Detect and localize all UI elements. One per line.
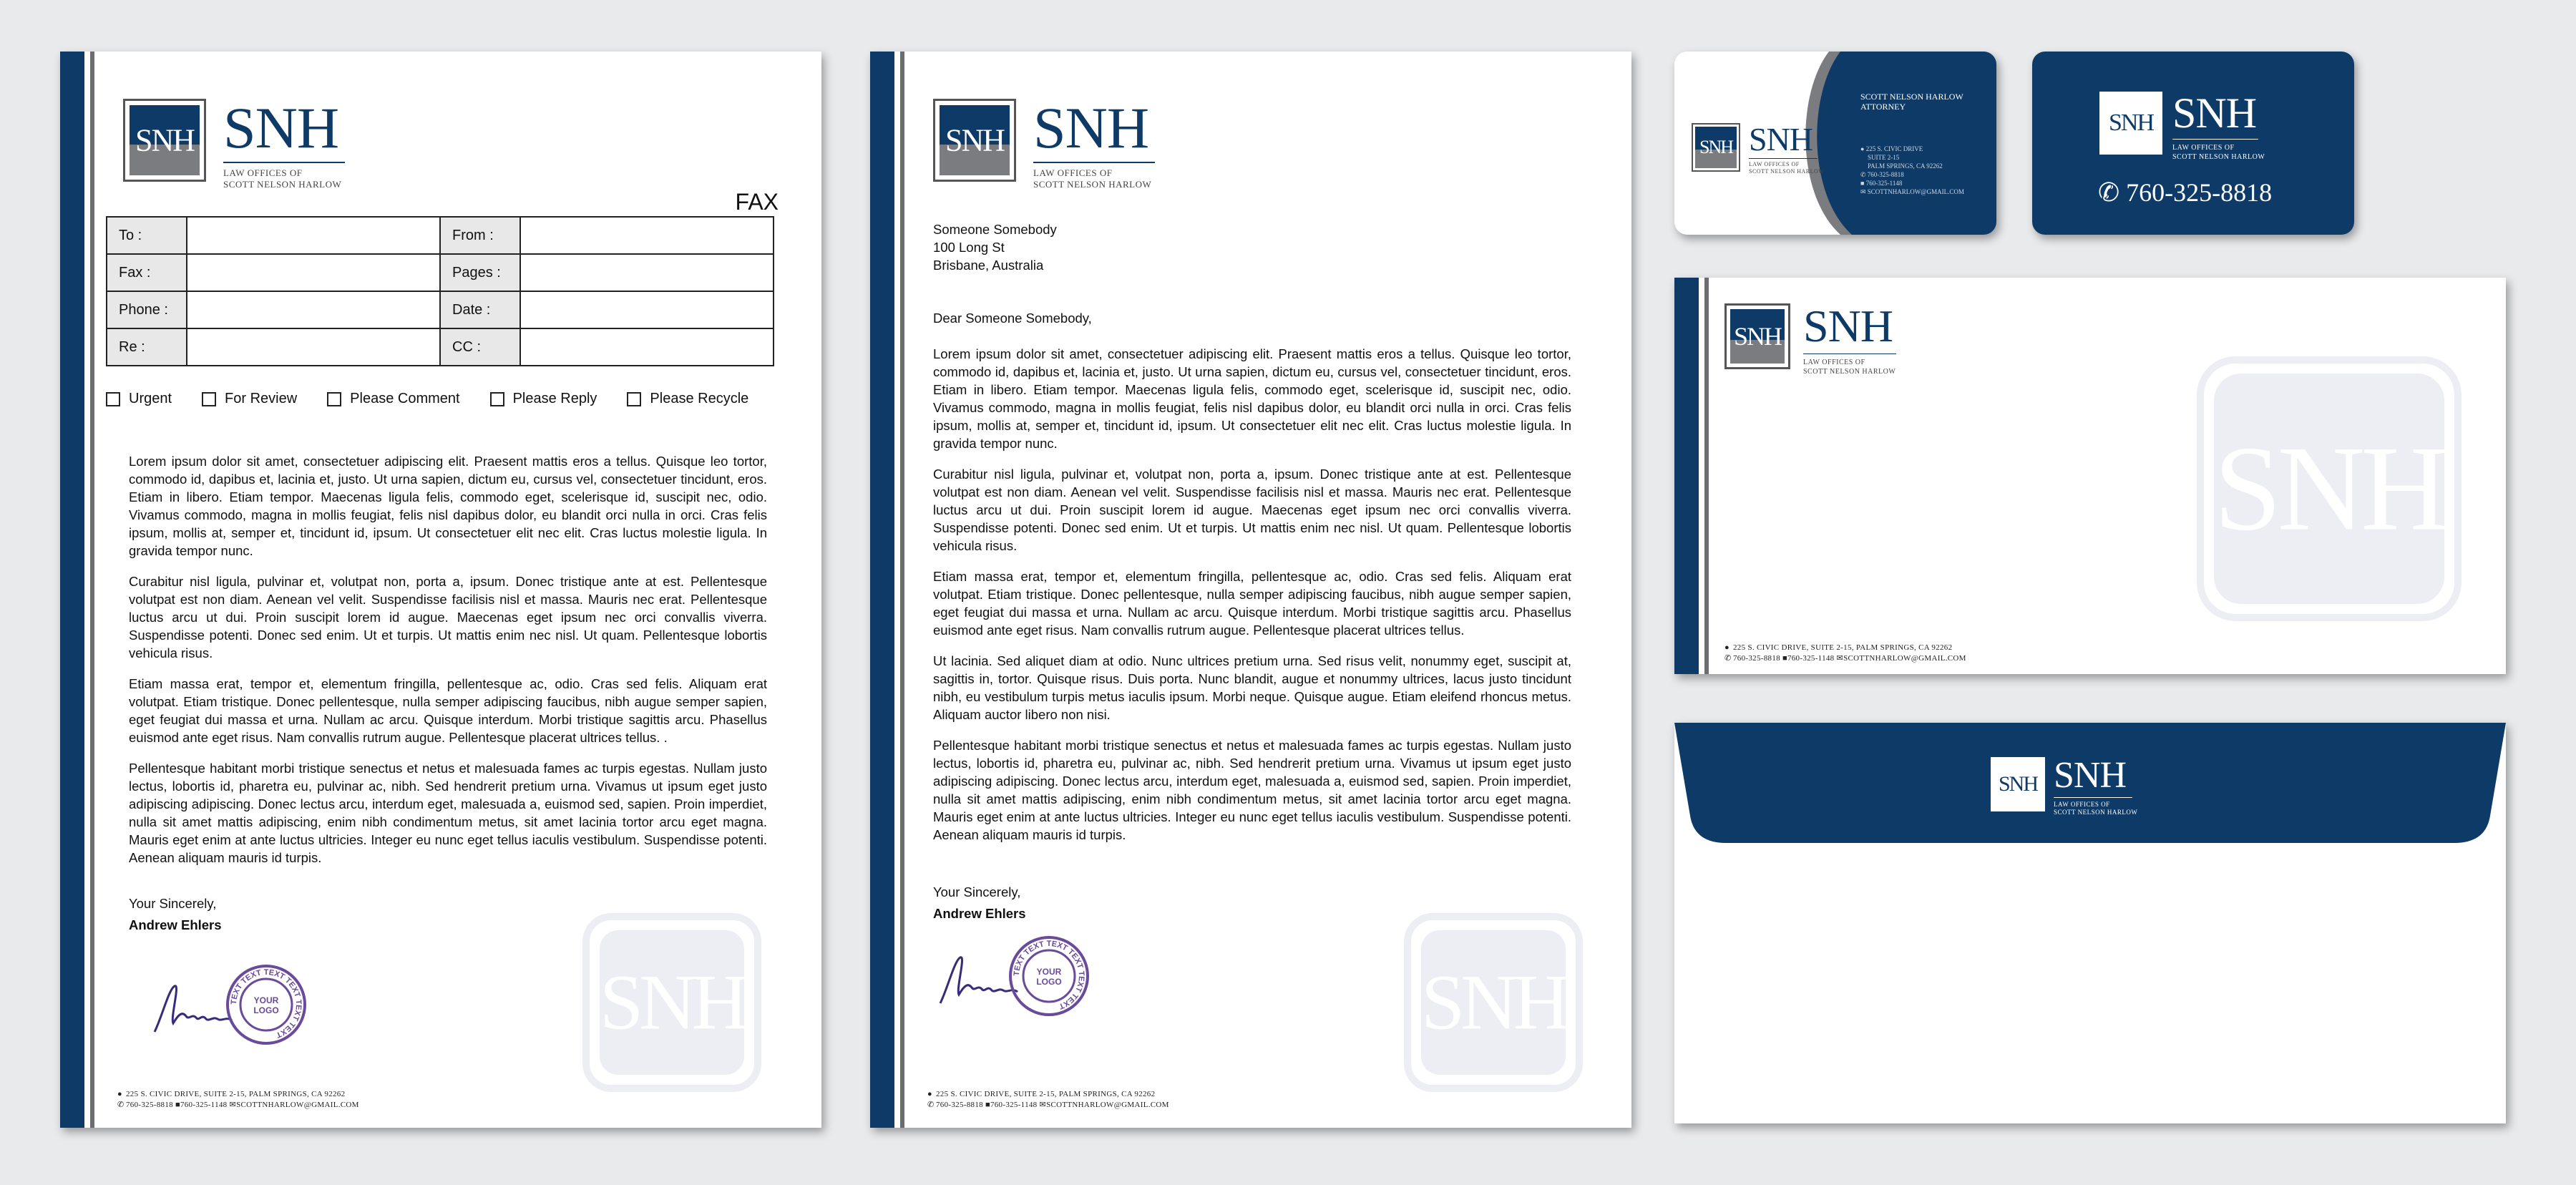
envelope — [1674, 723, 2506, 1123]
logo — [2099, 89, 2265, 162]
footer-email: SCOTTNHARLOW@GMAIL.COM — [1843, 654, 1966, 663]
logo-subtitle-2: SCOTT NELSON HARLOW — [2172, 152, 2265, 161]
svg-text:YOUR: YOUR — [253, 995, 279, 1005]
logo-name: SNH — [1033, 95, 1149, 160]
compliment-slip — [1674, 278, 2506, 674]
letter-paragraph: Ut lacinia. Sed aliquet diam at odio. Nunc ultrices pretium urna. Sed risus velit, nonummy eget, suscipit at, sagittis in, tortor. Quisque risus. Duis porta. Nunc blandit, augue et nonummy ultrices, lacus justo tincidunt nibh, eu vestibulum turpis metus iaculis ipsum. Morbi neque. Quisque augue. Etiam eleifend rhoncus metus. Aliquam auctor libero non nisi. — [933, 653, 1571, 722]
map-pin-icon: ● — [1724, 643, 1729, 652]
fax-cc-field[interactable] — [520, 328, 774, 366]
footer-address: 225 S. CIVIC DRIVE, SUITE 2-15, PALM SPRINGS, CA 92262 — [126, 1090, 346, 1098]
card-name: SCOTT NELSON HARLOW — [1860, 92, 1963, 102]
watermark-logo — [582, 913, 761, 1092]
signature-image — [149, 975, 235, 1039]
footer-address: 225 S. CIVIC DRIVE, SUITE 2-15, PALM SPRINGS, CA 92262 — [936, 1090, 1156, 1098]
footer-phone: 760-325-8818 — [1733, 654, 1780, 663]
letter-paragraph: Etiam massa erat, tempor et, elementum fringilla, pellentesque ac, odio. Cras sed felis. Aliquam erat volutpat. Etiam tristique. Donec pellentesque, nulla semper adipiscing faucibus, nibh augue semper sapien, eget feugiat dui massa et urna. Nullam ac arcu. Quisque interdum. Morbi tristique sagittis arcu. Phasellus euismod ante eget risus. Nam convallis rutrum augue. Pellentesque placerat ultrices tellus. — [933, 569, 1571, 638]
letterhead-sheet — [870, 52, 1631, 1128]
checkbox-box[interactable] — [106, 392, 120, 406]
letter-footer — [927, 1089, 1169, 1111]
card-fax: 760-325-1148 — [1865, 180, 1903, 187]
map-pin-icon: ● — [1860, 145, 1866, 152]
checkbox-box[interactable] — [627, 392, 641, 406]
fax-footer — [117, 1089, 359, 1111]
svg-text:YOUR: YOUR — [1036, 967, 1062, 977]
salutation: Dear Someone Somebody, — [933, 311, 1092, 326]
checkbox-please-reply[interactable] — [490, 391, 597, 407]
logo-subtitle-1: LAW OFFICES OF — [223, 167, 303, 178]
footer-address: 225 S. CIVIC DRIVE, SUITE 2-15, PALM SPRINGS, CA 92262 — [1733, 643, 1953, 652]
svg-text:LOGO: LOGO — [253, 1005, 279, 1015]
fax-paragraph: Pellentesque habitant morbi tristique senectus et netus et malesuada fames ac turpis egestas. Nullam justo lectus, lobortis id, pharetra eu, pulvinar ac, nibh. Sed hendrerit pretium urna. Vivamus ut ipsum eget justo adipiscing adipiscing. Donec lectus arcu, interdum eget, malesuada a, euismod sed, sapien. Proin imperdiet, nulla sit amet mattis adipiscing, enim nibh condimentum metus, sit amet lacinia tortor arcu eget magna. Mauris eget enim at ante luctus ultricies. Integer eu nunc eget tellus iaculis vestibulum. Suspendisse potenti. Aenean aliquam mauris id turpis. — [129, 761, 767, 865]
fax-body — [129, 452, 767, 879]
logo-name: SNH — [2172, 89, 2257, 137]
logo-monogram: SNH — [1998, 772, 2037, 796]
gray-stripe — [90, 52, 94, 1128]
footer-fax: 760-325-1148 — [990, 1101, 1038, 1109]
fax-closing — [129, 893, 222, 936]
logo-subtitle-2: SCOTT NELSON HARLOW — [1033, 179, 1152, 190]
signature-image — [935, 946, 1020, 1010]
fax-fax-label: Fax : — [107, 254, 187, 291]
closing-text: Your Sincerely, — [933, 884, 1021, 899]
card-big-phone-number: 760-325-8818 — [2126, 178, 2273, 207]
card-name-block — [1860, 92, 1963, 112]
logo-mark — [933, 99, 1016, 182]
logo-subtitle-1: LAW OFFICES OF — [1803, 359, 1865, 366]
checkbox-label: For Review — [225, 391, 298, 406]
logo-monogram: SNH — [1699, 137, 1732, 157]
letter-paragraph: Lorem ipsum dolor sit amet, consectetuer adipiscing elit. Praesent mattis eros a tellus. Quisque leo tortor, commodo id, dapibus et, lacinia et, justo. Ut urna sapien, dictum eu, cursus vel, consectetuer tincidunt, eros. Etiam in libero. Etiam tempor. Maecenas ligula felis, commodo eget, scelerisque id, suscipit nec, odio. Vivamus commodo, magna in mollis feugiat, felis nisl dapibus dolor, eu blandit orci nulla in orci. Cras felis ipsum, mollis at, semper et, tincidunt id, ipsum. Ut consectetuer elit nec elit. Cras luctus molestie ligula. In gravida tempor nunc. — [933, 346, 1571, 451]
logo — [1724, 303, 1896, 376]
recipient-city: Brisbane, Australia — [933, 258, 1044, 273]
checkbox-for-review[interactable] — [202, 391, 297, 407]
logo-subtitle-2: SCOTT NELSON HARLOW — [1803, 367, 1896, 376]
slip-footer — [1724, 643, 1966, 664]
signer-name: Andrew Ehlers — [933, 906, 1026, 921]
logo — [1991, 757, 2137, 817]
map-pin-icon: ● — [927, 1090, 932, 1098]
recipient-address — [933, 220, 1057, 274]
watermark-logo — [2197, 356, 2462, 621]
svg-text:LOGO: LOGO — [1036, 977, 1062, 987]
footer-phone: 760-325-8818 — [936, 1101, 983, 1109]
footer-fax: 760-325-1148 — [1787, 654, 1835, 663]
phone-icon: ✆ — [927, 1101, 935, 1109]
fax-date-field[interactable] — [520, 291, 774, 328]
fax-paragraph: Curabitur nisl ligula, pulvinar et, volutpat non, porta a, ipsum. Donec tristique ante at est. Pellentesque volutpat est non diam. Aenean vel velit. Suspendisse facilisis nisl et massa. Mauris nec erat. Pellentesque luctus arcu ut dui. Proin suscipit lorem id augue. Maecenas eget ipsum nec orci convallis viverra. Suspendisse potenti. Donec sed enim. Ut et turpis. Ut mattis enim nec nisl. Ut quam. Pellentesque lobortis vehicula risus. — [129, 574, 767, 660]
fax-icon: ■ — [1782, 654, 1787, 663]
checkbox-box[interactable] — [327, 392, 341, 406]
signer-name: Andrew Ehlers — [129, 917, 222, 932]
fax-to-label: To : — [107, 217, 187, 254]
logo-name: SNH — [2054, 755, 2127, 796]
business-card-back — [1674, 52, 1996, 235]
card-address-1: 225 S. CIVIC DRIVE — [1865, 145, 1923, 152]
fax-pages-field[interactable] — [520, 254, 774, 291]
footer-email: SCOTTNHARLOW@GMAIL.COM — [1046, 1101, 1169, 1109]
checkbox-label: Please Reply — [512, 391, 597, 406]
table-row — [107, 328, 774, 366]
logo-subtitle-2: SCOTT NELSON HARLOW — [2054, 809, 2138, 816]
checkbox-urgent[interactable] — [106, 391, 172, 407]
letter-paragraph: Curabitur nisl ligula, pulvinar et, volutpat non, porta a, ipsum. Donec tristique ante at est. Pellentesque volutpat est non diam. Aenean vel velit. Suspendisse facilisis nisl et massa. Mauris nec erat. Pellentesque luctus arcu ut dui. Proin suscipit lorem id augue. Maecenas eget ipsum nec orci convallis viverra. Suspendisse potenti. Donec sed enim. Ut et turpis. Ut mattis enim nec nisl. Ut quam. Pellentesque lobortis vehicula risus. — [933, 467, 1571, 553]
envelope-icon: ✉ — [1860, 188, 1868, 195]
logo-subtitle-2: SCOTT NELSON HARLOW — [1749, 168, 1825, 175]
fax-sheet — [60, 52, 821, 1128]
table-row — [107, 217, 774, 254]
fax-phone-field[interactable] — [187, 291, 440, 328]
card-email: SCOTTNHARLOW@GMAIL.COM — [1867, 188, 1964, 195]
logo-monogram: SNH — [1733, 322, 1782, 351]
logo-name: SNH — [1749, 121, 1813, 157]
phone-icon: ✆ — [2098, 178, 2127, 207]
logo-name: SNH — [223, 95, 339, 160]
letter-paragraph: Pellentesque habitant morbi tristique senectus et netus et malesuada fames ac turpis egestas. Nullam justo lectus, lobortis id, pharetra eu, pulvinar ac, nibh. Sed hendrerit pretium urna. Vivamus ut ipsum eget justo adipiscing adipiscing. Donec lectus arcu, interdum eget, malesuada a, euismod sed, sapien. Proin imperdiet, nulla sit amet mattis adipiscing, enim nibh condimentum metus, sit amet lacinia tortor arcu eget magna. Mauris eget enim at ante luctus ultricies. Integer eu nunc eget tellus iaculis vestibulum. Suspendisse potenti. Aenean aliquam mauris id turpis. — [933, 738, 1571, 842]
fax-title: FAX — [735, 189, 779, 215]
envelope-icon: ✉ — [229, 1101, 237, 1109]
checkbox-please-recycle[interactable] — [627, 391, 748, 407]
logo-subtitle-1: LAW OFFICES OF — [2054, 801, 2110, 808]
svg-text:TEXT TEXT TEXT TEXT TEXT TEXT: TEXT TEXT TEXT TEXT TEXT TEXT — [1012, 939, 1086, 1011]
logo-mark — [1692, 123, 1740, 172]
card-address-2: SUITE 2-15 — [1868, 154, 1900, 161]
map-pin-icon: ● — [117, 1090, 122, 1098]
stamp-seal — [1009, 936, 1089, 1016]
navy-stripe — [870, 52, 894, 1128]
recipient-street: 100 Long St — [933, 240, 1005, 255]
svg-text:TEXT TEXT TEXT TEXT TEXT TEXT: TEXT TEXT TEXT TEXT TEXT TEXT — [229, 967, 303, 1040]
fax-paragraph: Etiam massa erat, tempor et, elementum fringilla, pellentesque ac, odio. Cras sed felis. Aliquam erat volutpat. Etiam tristique. Donec pellentesque, nulla semper adipiscing faucibus, nibh augue semper sapien, eget feugiat dui massa et urna. Nullam ac arcu. Quisque interdum. Morbi tristique sagittis arcu. Phasellus euismod ante eget risus. Nam convallis rutrum augue. Pellentesque placerat ultrices tellus. . — [129, 676, 767, 745]
logo-monogram: SNH — [945, 122, 1005, 158]
letter-body — [933, 345, 1571, 857]
fax-header-table — [106, 216, 774, 366]
fax-paragraph: Lorem ipsum dolor sit amet, consectetuer adipiscing elit. Praesent mattis eros a tellus. Quisque leo tortor, commodo id, dapibus et, lacinia et, justo. Ut urna sapien, dictum eu, cursus vel, consectetuer tincidunt, eros. Etiam in libero. Etiam tempor. Maecenas ligula felis, commodo eget, scelerisque id, suscipit nec, odio. Vivamus commodo, magna in mollis feugiat, felis nisl dapibus dolor, eu blandit orci nulla in orci. Cras felis ipsum, mollis at, semper et, tincidunt id, ipsum. Ut consectetuer elit nec elit. Cras luctus molestie ligula. In gravida tempor nunc. — [129, 454, 767, 558]
logo-monogram: SNH — [2108, 109, 2154, 136]
logo — [933, 95, 1155, 191]
phone-icon: ✆ — [1860, 171, 1868, 178]
logo-monogram: SNH — [135, 122, 195, 158]
logo-mark — [123, 99, 206, 182]
fax-checkboxes — [106, 391, 779, 407]
checkbox-box[interactable] — [490, 392, 504, 406]
fax-phone-label: Phone : — [107, 291, 187, 328]
fax-date-label: Date : — [440, 291, 520, 328]
fax-from-label: From : — [440, 217, 520, 254]
checkbox-box[interactable] — [202, 392, 216, 406]
fax-pages-label: Pages : — [440, 254, 520, 291]
watermark-monogram: SNH — [600, 958, 745, 1046]
envelope-icon: ✉ — [1039, 1101, 1047, 1109]
card-title: ATTORNEY — [1860, 102, 1906, 112]
gray-stripe — [900, 52, 904, 1128]
watermark-logo — [1404, 913, 1583, 1092]
card-contact-block — [1860, 145, 1964, 196]
recipient-name: Someone Somebody — [933, 222, 1057, 237]
stamp-seal — [226, 965, 306, 1045]
watermark-monogram: SNH — [2214, 421, 2445, 556]
checkbox-label: Urgent — [129, 391, 172, 406]
card-phone: 760-325-8818 — [1867, 171, 1904, 178]
gray-stripe — [1704, 278, 1709, 674]
table-row — [107, 254, 774, 291]
table-row — [107, 291, 774, 328]
card-address-3: PALM SPRINGS, CA 92262 — [1868, 162, 1943, 170]
logo-mark — [1724, 303, 1790, 369]
footer-fax: 760-325-1148 — [180, 1101, 228, 1109]
letter-closing — [933, 882, 1026, 925]
fax-icon: ■ — [175, 1101, 180, 1109]
fax-to-field[interactable] — [187, 217, 440, 254]
checkbox-label: Please Comment — [350, 391, 460, 406]
closing-text: Your Sincerely, — [129, 896, 217, 911]
envelope-icon: ✉ — [1836, 654, 1844, 663]
business-card-front — [2032, 52, 2354, 235]
fax-icon: ■ — [1860, 180, 1866, 187]
logo-mark — [1991, 757, 2045, 811]
logo-name: SNH — [1803, 301, 1893, 351]
phone-icon: ✆ — [117, 1101, 125, 1109]
footer-email: SCOTTNHARLOW@GMAIL.COM — [236, 1101, 359, 1109]
logo-subtitle-1: LAW OFFICES OF — [2172, 144, 2235, 152]
navy-stripe — [60, 52, 84, 1128]
fax-from-field[interactable] — [520, 217, 774, 254]
fax-icon: ■ — [985, 1101, 990, 1109]
phone-icon: ✆ — [1724, 654, 1732, 663]
checkbox-please-comment[interactable] — [327, 391, 459, 407]
footer-phone: 760-325-8818 — [126, 1101, 173, 1109]
logo-subtitle-2: SCOTT NELSON HARLOW — [223, 179, 342, 190]
card-big-phone — [2098, 177, 2272, 208]
logo — [123, 95, 345, 191]
fax-fax-field[interactable] — [187, 254, 440, 291]
fax-re-field[interactable] — [187, 328, 440, 366]
fax-re-label: Re : — [107, 328, 187, 366]
navy-stripe — [1674, 278, 1699, 674]
checkbox-label: Please Recycle — [650, 391, 749, 406]
logo — [1692, 123, 1824, 175]
logo-subtitle-1: LAW OFFICES OF — [1033, 167, 1113, 178]
fax-cc-label: CC : — [440, 328, 520, 366]
logo-mark — [2099, 92, 2162, 155]
logo-subtitle-1: LAW OFFICES OF — [1749, 161, 1800, 167]
watermark-monogram: SNH — [1421, 958, 1566, 1046]
